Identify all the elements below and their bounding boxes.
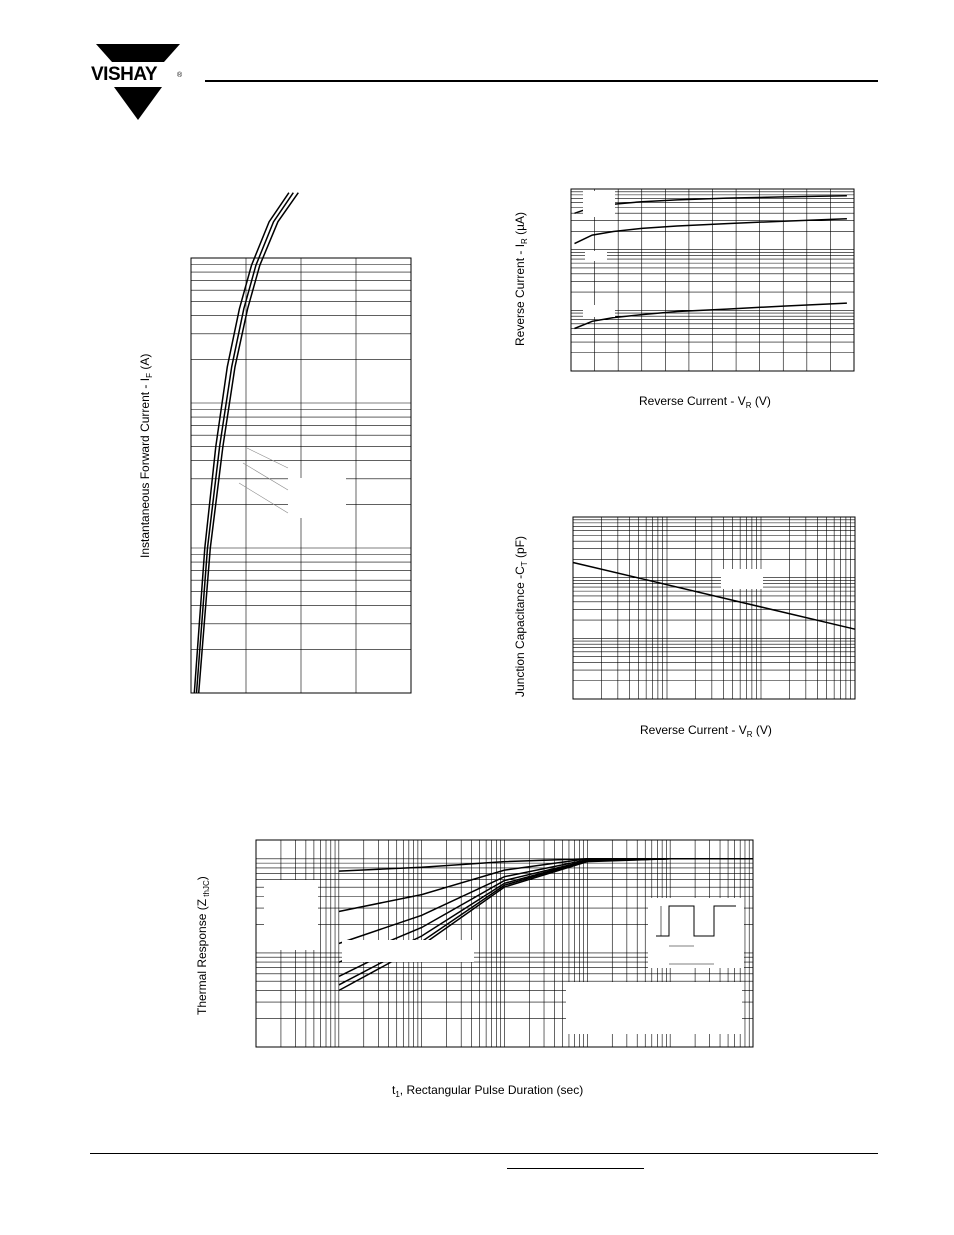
header-rule (205, 80, 878, 82)
thermal-ylabel: Thermal Response (Z $_{thJC}$) (195, 876, 211, 1015)
capacitance-xlabel: Reverse Current - $V_R$ (V) (640, 723, 772, 739)
junction-capacitance-chart (573, 517, 855, 699)
footer-rule (90, 1153, 878, 1154)
capacitance-label-box (721, 569, 763, 589)
thermal-label-box (264, 880, 318, 950)
thermal-response-chart (256, 840, 753, 1047)
forward-ylabel: Instantaneous Forward Current - $I_F$ (A) (138, 353, 154, 558)
vishay-logo (88, 44, 188, 122)
forward-series-line (199, 193, 299, 693)
thermal-note-box (342, 940, 474, 962)
capacitance-ylabel: Junction Capacitance $-C_T$ (pF) (513, 536, 529, 697)
pulse-inset-box (648, 898, 744, 968)
reverse-label-box (583, 305, 615, 317)
registered-mark: ® (177, 72, 183, 79)
capacitance-grid (573, 517, 855, 699)
reverse-ylabel: Reverse Current - $I_R$ (µA) (513, 211, 529, 346)
reverse-label-box (585, 251, 607, 261)
forward-leader-line (243, 463, 288, 490)
reverse-current-chart (571, 189, 854, 371)
thermal-notes-box (566, 982, 742, 1034)
forward-legend-box (288, 478, 346, 518)
capacitance-frame (573, 517, 855, 699)
forward-current-chart (191, 258, 411, 693)
reverse-series-line (575, 303, 847, 328)
forward-grid (191, 258, 411, 693)
reverse-label-box (583, 191, 615, 217)
forward-leader-line (239, 483, 288, 513)
footer-link-rule (507, 1168, 644, 1169)
thermal-xlabel: $t_1$, Rectangular Pulse Duration (sec) (392, 1083, 584, 1099)
brand-wordmark: VISHAY (91, 64, 157, 85)
forward-series-line (197, 193, 294, 693)
reverse-xlabel: Reverse Current - $V_R$ (V) (639, 394, 771, 410)
forward-series-line (194, 193, 289, 693)
forward-leader-line (247, 448, 288, 468)
